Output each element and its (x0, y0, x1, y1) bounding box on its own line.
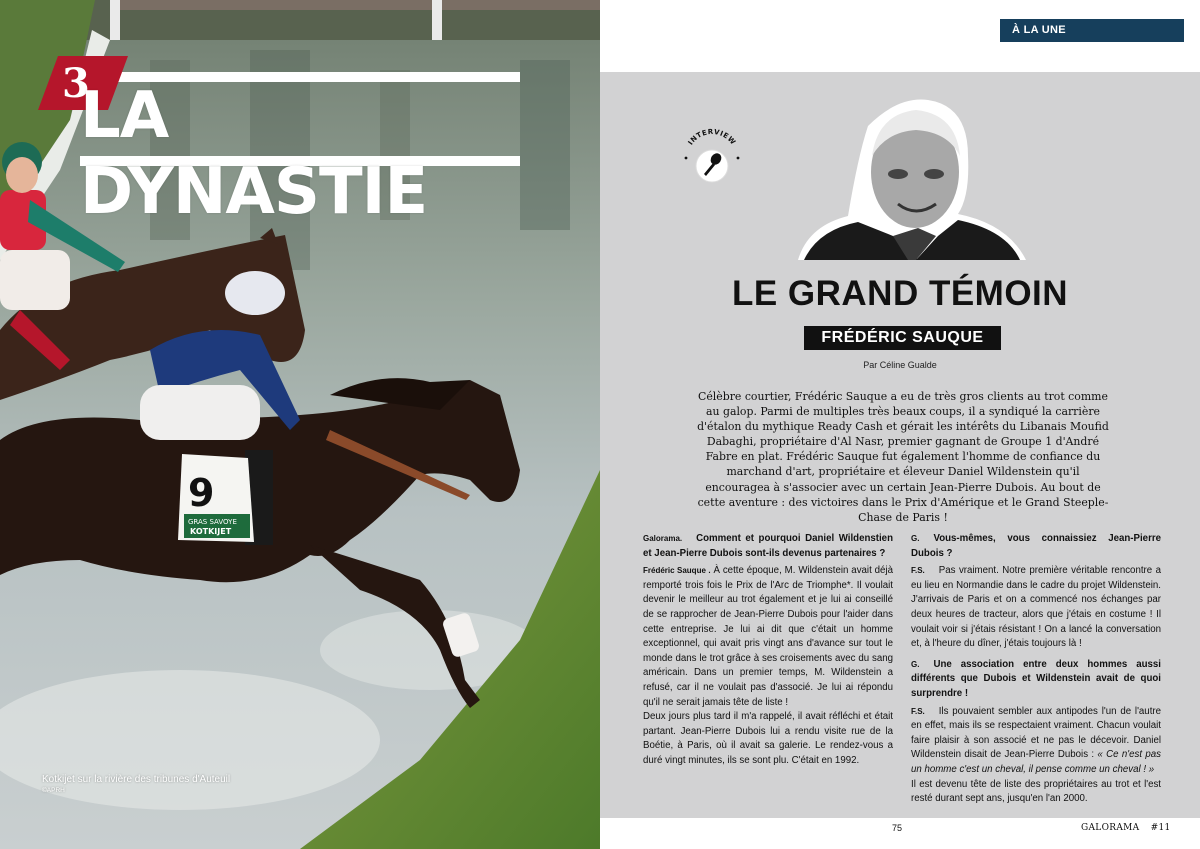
issue-number: #11 (1150, 823, 1171, 833)
intro-paragraph: Célèbre courtier, Frédéric Sauque a eu de très gros clients au trot comme au galop. Parmi de multiples très beaux coups, il a syndiqué la carrière d'étalon du mythique Ready Cash et gérait les intérêts du Libanais Moufid Dabaghi, propriétaire d'Al Nasr, premier gagnant de Groupe 1 d'André Fabre en plat. Frédéric Sauque fut également l'homme de confiance du marchand d'art, propriétaire et éleveur Daniel Wildenstein qu'il encouragea à s'associer avec un certain Jean-Pierre Dubois. Au bout de cette aventure : des victoires dans le Prix d'Amérique et le Grand Steeple-Chase de Paris ! (697, 390, 1109, 524)
question-text: Comment et pourquoi Daniel Wildenstien et Jean-Pierre Dubois sont-ils devenus partenaires ? (643, 533, 893, 559)
answer-text: À cette époque, M. Wildenstein avait déjà remporté trois fois le Prix de l'Arc de Triomphe*. Il voulait devenir le meilleur au trot également et je lui ai conseillé de se rapprocher de Jean-Pierre Dubois pour l'aider dans cette entreprise. Je lui ai dit que c'était un homme exceptionnel, qui avait pris vingt ans d'avance sur tout le monde dans le trot grâce à ses croisements avec du sang américain. Dans un premier temps, M. Wildenstein a refusé, car il ne voulait pas d'associé. Je lui ai répondu qu'il ne serait jamais tête de liste ! (643, 565, 893, 708)
headline: LE GRAND TÉMOIN (731, 274, 1069, 313)
question-text: Une association entre deux hommes aussi différents que Dubois et Wildenstein avait de quoi surprendre ! (911, 658, 1161, 699)
saddle-sponsor: GRAS SAVOYE (188, 518, 237, 526)
saddle-horse-name: KOTKIJET (190, 527, 232, 536)
chapter-title: LA DYNASTIE (80, 79, 428, 229)
svg-text:INTERVIEW (687, 128, 738, 147)
magazine-name: GALORAMA (1081, 823, 1140, 833)
article-column-left (643, 532, 893, 772)
chapter-title-block (38, 56, 528, 229)
section-tag: À LA UNE (1000, 19, 1184, 42)
question-text: Vous-mêmes, vous connaissiez Jean-Pierre Dubois ? (911, 533, 1161, 559)
question-tag: G. (911, 534, 920, 543)
question-tag: Galorama. (643, 534, 683, 543)
photo-caption (42, 774, 230, 794)
answer-tag: F.S. (911, 566, 925, 576)
saddle-number: 9 (188, 471, 215, 515)
answer-tag: F.S. (911, 706, 925, 716)
byline: Par Céline Gualde (863, 360, 937, 370)
interview-badge (680, 124, 744, 188)
page-number: 75 (892, 823, 903, 833)
article-column-right (911, 532, 1161, 810)
answer-text: Deux jours plus tard il m'a rappelé, il avait réfléchi et était partant. Jean-Pierre Dubois lui a rendu visite rue de la Boétie, à Paris, où il avait sa galerie. Le rendez-vous a duré vingt minutes, ils se sont plu. C'était en 1992. (643, 711, 893, 766)
question-tag: G. (911, 659, 920, 669)
interview-badge-label: INTERVIEW (686, 127, 738, 147)
answer-text: Il est devenu tête de liste des propriétaires au trot et l'est resté durant sept ans, jusqu'en l'an 2000. (911, 778, 1161, 805)
caption-text: Kotkijet sur la rivière des tribunes d'Auteuil (42, 774, 231, 785)
interviewee-name: FRÉDÉRIC SAUQUE (804, 326, 1001, 350)
photo-credit: ©APRH (42, 787, 65, 794)
answer-text: Pas vraiment. Notre première véritable rencontre a eu lieu en Normandie dans le cadre du projet Wildenstein. J'arrivais de Paris et on a commencé nos échanges par deux heures de tracteur, alors que j'étais en costume ! Il voulait voir si j'étais résistant ! On a lancé la conversation et, à l'heure du dîner, j'étais toujours là ! (911, 565, 1161, 650)
right-page (600, 0, 1200, 849)
portrait-photo (798, 96, 1026, 260)
saddle-cloth (178, 454, 256, 544)
answer-quote: « Ce n'est pas un homme c'est un cheval, il pense comme un cheval ! » (911, 749, 1161, 775)
answer-text: Ils pouvaient sembler aux antipodes l'un de l'autre en effet, mais ils se respectaient vraiment. Chacun voulait faire plaisir à son associé et ne pas le décevoir. Daniel Wildenstein disait de Jean-Pierre Dubois : (911, 705, 1161, 761)
chapter-number: 3 (62, 60, 90, 107)
magazine-footer (1081, 823, 1171, 833)
answer-tag: Frédéric Sauque . (643, 566, 711, 576)
